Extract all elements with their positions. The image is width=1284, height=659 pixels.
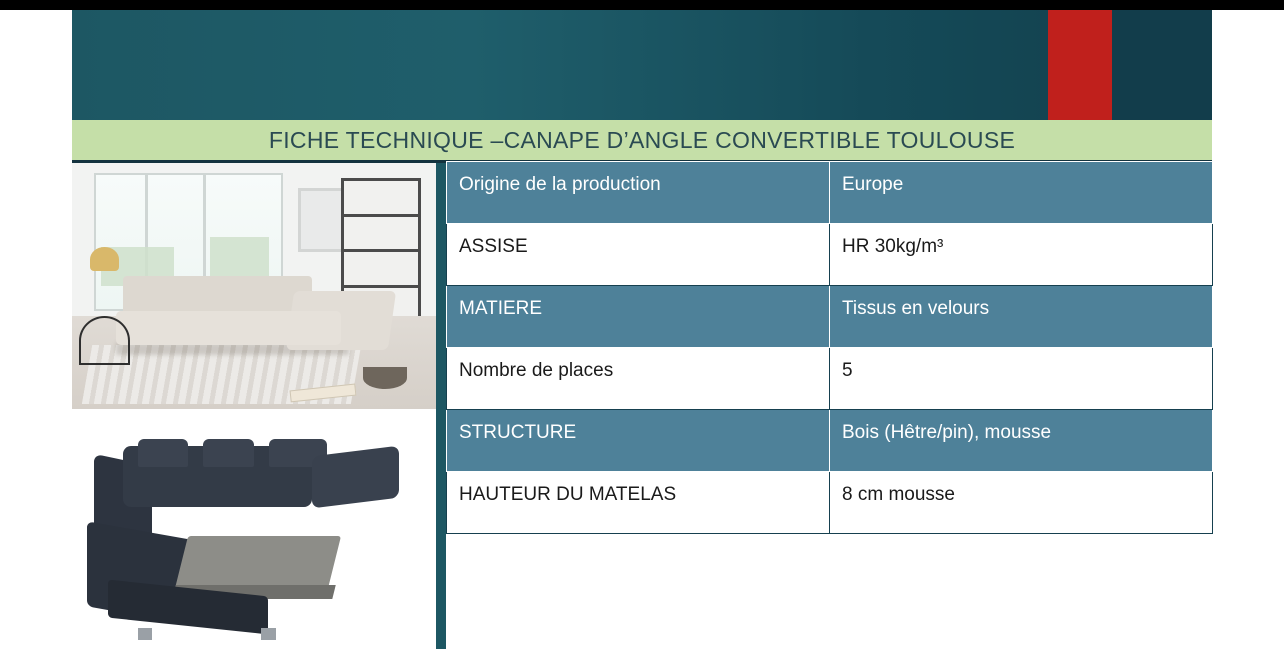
spec-value: Tissus en velours [830, 286, 1213, 348]
shelf-board [344, 249, 418, 252]
spec-value: 8 cm mousse [830, 472, 1213, 534]
sofa-bed-illustration [72, 413, 436, 649]
wall-art-frame [298, 188, 345, 252]
sofa-right-arm [312, 445, 399, 508]
page-title: FICHE TECHNIQUE –CANAPE D’ANGLE CONVERTIBLE TOULOUSE [268, 126, 1016, 153]
banner-red-accent [1048, 10, 1112, 120]
spec-label: Nombre de places [447, 348, 830, 410]
spec-label: STRUCTURE [447, 410, 830, 472]
unfolded-mattress [174, 536, 341, 593]
sofa-seat [116, 311, 342, 345]
side-table [79, 316, 130, 365]
sofa-foot [261, 628, 276, 640]
spec-label: Origine de la production [447, 162, 830, 224]
column-divider [436, 163, 446, 649]
image-column [72, 163, 436, 649]
living-room-corner-sofa-photo [72, 163, 436, 409]
sofa-headrest [138, 439, 189, 467]
shelf-board [344, 285, 418, 288]
spec-value: 5 [830, 348, 1213, 410]
spec-label: HAUTEUR DU MATELAS [447, 472, 830, 534]
table-row [447, 224, 1213, 286]
header-banner [72, 10, 1212, 120]
spec-value: HR 30kg/m³ [830, 224, 1213, 286]
spec-label: MATIERE [447, 286, 830, 348]
slide-title-band [72, 120, 1212, 160]
sofa-headrest [203, 439, 254, 467]
living-room-illustration [72, 163, 436, 409]
sofa-foot [138, 628, 153, 640]
spec-label: ASSISE [447, 224, 830, 286]
table-row [447, 162, 1213, 224]
banner-dark-edge [1112, 10, 1212, 120]
table-row [447, 410, 1213, 472]
specification-table [446, 161, 1213, 534]
floor-lamp [90, 247, 119, 272]
shelf-board [344, 214, 418, 217]
spec-value: Europe [830, 162, 1213, 224]
table-row [447, 348, 1213, 410]
grey-sofa-bed-photo [72, 413, 436, 649]
table-row [447, 286, 1213, 348]
spec-value: Bois (Hêtre/pin), mousse [830, 410, 1213, 472]
table-row [447, 472, 1213, 534]
